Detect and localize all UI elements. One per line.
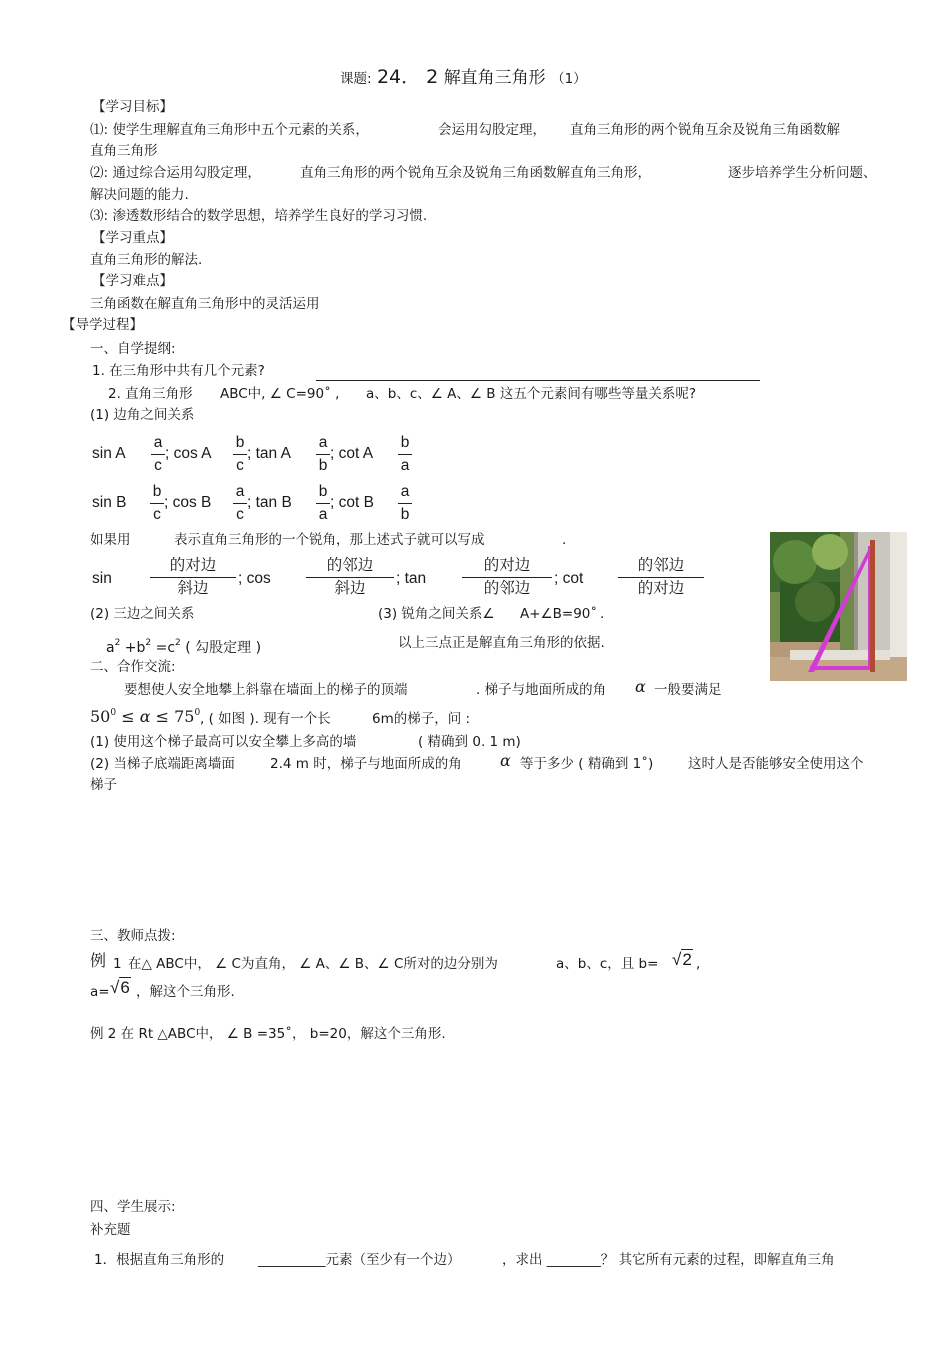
cos-a-label: ; cos A (165, 445, 212, 462)
fraction-b-over-c: b c (233, 433, 247, 476)
fraction-a-over-b: a b (316, 433, 330, 476)
answer-line (316, 380, 760, 381)
cos-b-label: ; cos B (164, 494, 212, 511)
example-1-text-a: 在△ ABC中， ∠ C为直角， ∠ A、∠ B、∠ C所对的边分别为 (128, 956, 498, 972)
sin-a-label: sin A (92, 445, 126, 462)
goal-1-part-c: 直角三角形的两个锐角互余及锐角三角函数解 (570, 122, 840, 138)
page-title: 课题: 24． 2 解直角三角形 （1） (340, 66, 587, 88)
fraction-b-over-a: b a (316, 482, 330, 525)
fraction-a-over-c: a c (233, 482, 247, 525)
fraction-a-over-c: a c (151, 433, 165, 476)
goal-1-part-a: ⑴: 使学生理解直角三角形中五个元素的关系， (90, 122, 369, 138)
alpha-symbol: α (635, 677, 646, 696)
if-used-part-c: . (562, 532, 567, 548)
key-heading: 【学习重点】 (92, 230, 173, 246)
goal-2-part-c: 逐步培养学生分析问题、 (728, 165, 877, 181)
if-used-part-a: 如果用 (90, 532, 131, 548)
goal-3: ⑶: 渗透数形结合的数学思想，培养学生良好的学习习惯. (90, 208, 428, 224)
subheading-angles-part-c: . (600, 606, 605, 622)
supplementary-question-part-b: __________元素（至少有一个边） (258, 1252, 461, 1268)
ladder-text-part-a: 要想使人安全地攀上斜靠在墙面上的梯子的顶端 (124, 682, 408, 698)
subheading-angles-part-b: A+∠B=90˚ (520, 606, 598, 622)
question-2-part-c: a、b、c、∠ A、∠ B 这五个元素间有哪些等量关系呢? (366, 386, 697, 402)
tan-general-label: ; tan (396, 570, 427, 587)
supplementary-question-part-c: ，求出 ________？ 其它所有元素的过程，即解直角三角 (502, 1252, 835, 1268)
section-2-heading: 二、合作交流: (90, 659, 176, 675)
fraction-adjacent-over-opposite: 的邻边 的对边 (618, 556, 704, 599)
question-1: 1. 在三角形中共有几个元素? (92, 363, 265, 379)
question-2-part-b: ABC中, ∠ C=90˚ , (220, 386, 340, 402)
subheading-sides: (2) 三边之间关系 (90, 606, 195, 622)
fraction-opposite-over-adjacent: 的对边 的邻边 (462, 556, 552, 599)
ladder-text-part-c: 一般要满足 (654, 682, 722, 698)
ladder-question-2-part-c: 等于多少 ( 精确到 1˚) (520, 756, 654, 772)
cot-general-label: ; cot (554, 570, 584, 587)
ladder-question-2-part-a: (2) 当梯子底端距离墙面 (90, 756, 235, 772)
tan-b-label: ; tan B (247, 494, 292, 511)
difficulty-text: 三角函数在解直角三角形中的灵活运用 (90, 296, 320, 312)
section-1-heading: 一、自学提纲: (90, 341, 176, 357)
fraction-b-over-a: b a (398, 433, 412, 476)
ladder-photo-image (770, 532, 907, 681)
difficulty-heading: 【学习难点】 (92, 273, 173, 289)
if-used-part-b: 表示直角三角形的一个锐角，那上述式子就可以写成 (174, 532, 485, 548)
cot-a-label: ; cot A (330, 445, 374, 462)
basis-text: 以上三点正是解直角三角形的依据. (398, 635, 605, 651)
goal-heading: 【学习目标】 (92, 99, 173, 115)
key-text: 直角三角形的解法. (90, 252, 203, 268)
example-1-label: 例 (90, 951, 107, 970)
subheading-side-angle: (1) 边角之间关系 (90, 407, 195, 423)
goal-1-part-d: 直角三角形 (90, 143, 158, 159)
ladder-text-part-b: . 梯子与地面所成的角 (476, 682, 607, 698)
fraction-adjacent-over-hyp: 的邻边 斜边 (306, 556, 394, 599)
process-heading: 【导学过程】 (62, 317, 143, 333)
tan-a-label: ; tan A (247, 445, 291, 462)
ladder-question-2-part-d: 这时人是否能够安全使用这个 (688, 756, 864, 772)
example-2: 例 2 在 Rt △ABC中， ∠ B =35˚， b=20，解这个三角形. (90, 1026, 446, 1042)
fraction-b-over-c: b c (150, 482, 164, 525)
example-1-comma: , (696, 956, 701, 972)
cot-b-label: ; cot B (330, 494, 374, 511)
example-1-number: 1 (113, 956, 122, 972)
question-2-part-a: 2. 直角三角形 (108, 386, 193, 402)
section-3-heading: 三、教师点拨: (90, 928, 176, 944)
ladder-question-1-part-a: (1) 使用这个梯子最高可以安全攀上多高的墙 (90, 734, 357, 750)
ladder-question-2-part-e: 梯子 (90, 777, 117, 793)
example-1-text-c: a= (90, 984, 110, 1000)
angle-range: $50^0 \le \alpha \le 75^0$ (90, 707, 201, 726)
pythagoras-formula: $a^2 +b^2 =c^2$ ( 勾股定理 ) (106, 638, 262, 656)
section-4-heading: 四、学生展示: (90, 1199, 176, 1215)
sin-general-label: sin (92, 570, 112, 587)
ladder-photo (770, 532, 907, 681)
ladder-text-part-d: , ( 如图 ). 现有一个长 (200, 711, 331, 727)
ladder-question-2-part-b: 2.4 m 时，梯子与地面所成的角 (270, 756, 462, 772)
alpha-symbol: α (500, 751, 511, 770)
subheading-angles-part-a: (3) 锐角之间关系∠ (378, 606, 495, 622)
fraction-a-over-b: a b (398, 482, 412, 525)
goal-1-part-b: 会运用勾股定理， (438, 122, 546, 138)
ladder-question-1-part-b: ( 精确到 0. 1 m) (418, 734, 521, 750)
ladder-text-part-e: 6m的梯子，问 : (372, 711, 471, 727)
sin-b-label: sin B (92, 494, 127, 511)
supplementary-question-part-a: 1．根据直角三角形的 (94, 1252, 225, 1268)
sqrt-6: √6 (110, 978, 130, 997)
example-1-text-b: a、b、c，且 b= (556, 956, 659, 972)
goal-2-part-b: 直角三角形的两个锐角互余及锐角三角函数解直角三角形， (300, 165, 651, 181)
example-1-text-d: ，解这个三角形. (136, 984, 235, 1000)
fraction-opposite-over-hyp: 的对边 斜边 (150, 556, 236, 599)
goal-2-part-d: 解决问题的能力. (90, 187, 189, 203)
cos-general-label: ; cos (238, 570, 271, 587)
supplementary-heading: 补充题 (90, 1222, 131, 1238)
sqrt-2: √2 (672, 950, 692, 969)
goal-2-part-a: ⑵: 通过综合运用勾股定理， (90, 165, 261, 181)
